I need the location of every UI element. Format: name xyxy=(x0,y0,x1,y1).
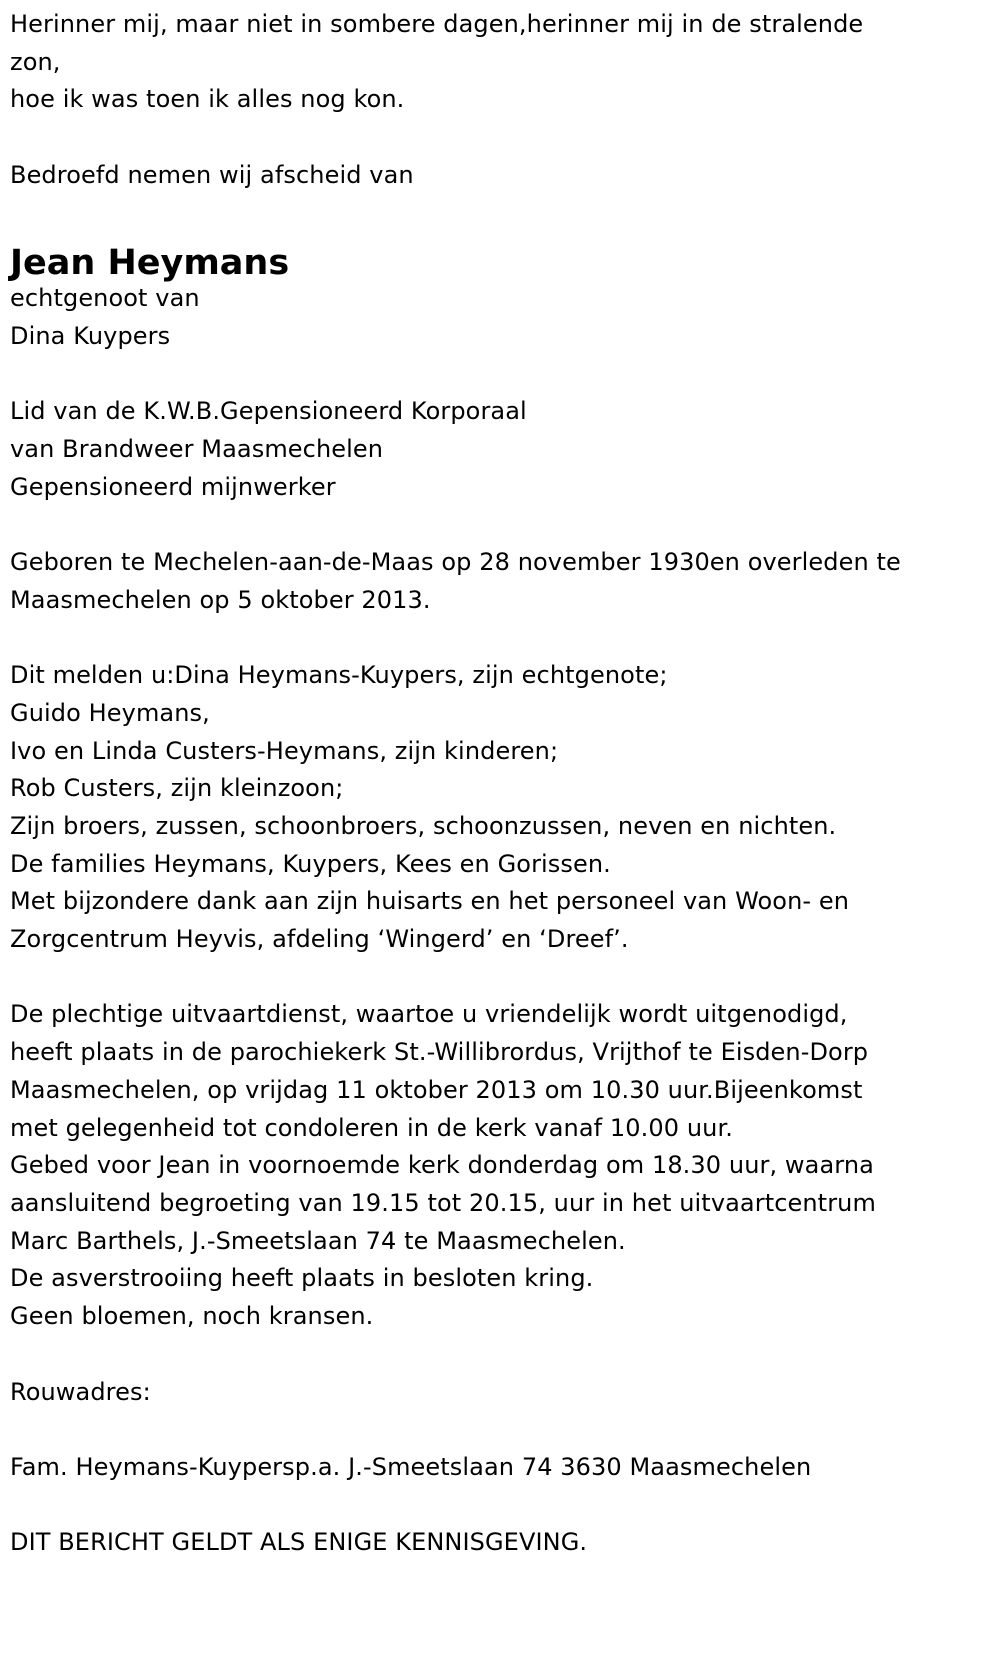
birth-death-line: Maasmechelen op 5 oktober 2013. xyxy=(10,585,431,614)
intro-line-1: Herinner mij, maar niet in sombere dagen,herinner mij in de stralende xyxy=(10,10,864,38)
family-line: Ivo en Linda Custers-Heymans, zijn kinderen; xyxy=(10,736,559,765)
funeral-line: Gebed voor Jean in voornoemde kerk donderdag om 18.30 uur, waarna xyxy=(10,1151,874,1180)
funeral-line: heeft plaats in de parochiekerk St.-Willibrordus, Vrijthof te Eisden-Dorp xyxy=(10,1038,869,1067)
family-line: Guido Heymans, xyxy=(10,698,210,727)
relation-text: echtgenoot van xyxy=(10,284,200,313)
role-line: van Brandweer Maasmechelen xyxy=(10,434,384,463)
spacer xyxy=(10,119,990,157)
family-line: Rob Custers, zijn kleinzoon; xyxy=(10,774,344,803)
intro-line-3: hoe ik was toen ik alles nog kon. xyxy=(10,85,405,114)
funeral-line: Maasmechelen, op vrijdag 11 oktober 2013 om 10.30 uur.Bijeenkomst xyxy=(10,1075,863,1104)
address-label: Rouwadres: xyxy=(10,1377,151,1406)
spacer xyxy=(10,959,990,997)
notice-text: DIT BERICHT GELDT ALS ENIGE KENNISGEVING. xyxy=(10,1528,588,1557)
spacer xyxy=(10,195,990,233)
spacer xyxy=(10,506,990,544)
family-line: Dit melden u:Dina Heymans-Kuypers, zijn echtgenote; xyxy=(10,661,668,690)
funeral-line: met gelegenheid tot condoleren in de kerk vanaf 10.00 uur. xyxy=(10,1113,733,1142)
funeral-line: Geen bloemen, noch kransen. xyxy=(10,1302,374,1331)
intro-line-2: zon, xyxy=(10,47,61,76)
address-value: Fam. Heymans-Kuypersp.a. J.-Smeetslaan 74 3630 Maasmechelen xyxy=(10,1452,812,1481)
deceased-name: Jean Heymans xyxy=(10,243,290,284)
role-line: Gepensioneerd mijnwerker xyxy=(10,472,336,501)
family-line: De families Heymans, Kuypers, Kees en Gorissen. xyxy=(10,849,611,878)
spacer xyxy=(10,356,990,394)
role-line: Lid van de K.W.B.Gepensioneerd Korporaal xyxy=(10,397,527,426)
family-line: Zijn broers, zussen, schoonbroers, schoonzussen, neven en nichten. xyxy=(10,811,837,840)
family-line: Zorgcentrum Heyvis, afdeling ‘Wingerd’ en ‘Dreef’. xyxy=(10,925,629,954)
funeral-line: De asverstrooiing heeft plaats in besloten kring. xyxy=(10,1264,594,1293)
spacer xyxy=(10,1336,990,1374)
funeral-line: De plechtige uitvaartdienst, waartoe u vriendelijk wordt uitgenodigd, xyxy=(10,1000,848,1029)
birth-death-line: Geboren te Mechelen-aan-de-Maas op 28 november 1930en overleden te xyxy=(10,548,901,577)
funeral-line: aansluitend begroeting van 19.15 tot 20.15, uur in het uitvaartcentrum xyxy=(10,1189,876,1217)
family-line: Met bijzondere dank aan zijn huisarts en het personeel van Woon- en xyxy=(10,887,850,916)
spacer xyxy=(10,1411,990,1449)
spouse-name: Dina Kuypers xyxy=(10,321,171,350)
announcement: Bedroefd nemen wij afscheid van xyxy=(10,160,414,189)
spacer xyxy=(10,1487,990,1525)
funeral-line: Marc Barthels, J.-Smeetslaan 74 te Maasmechelen. xyxy=(10,1226,626,1255)
spacer xyxy=(10,619,990,657)
